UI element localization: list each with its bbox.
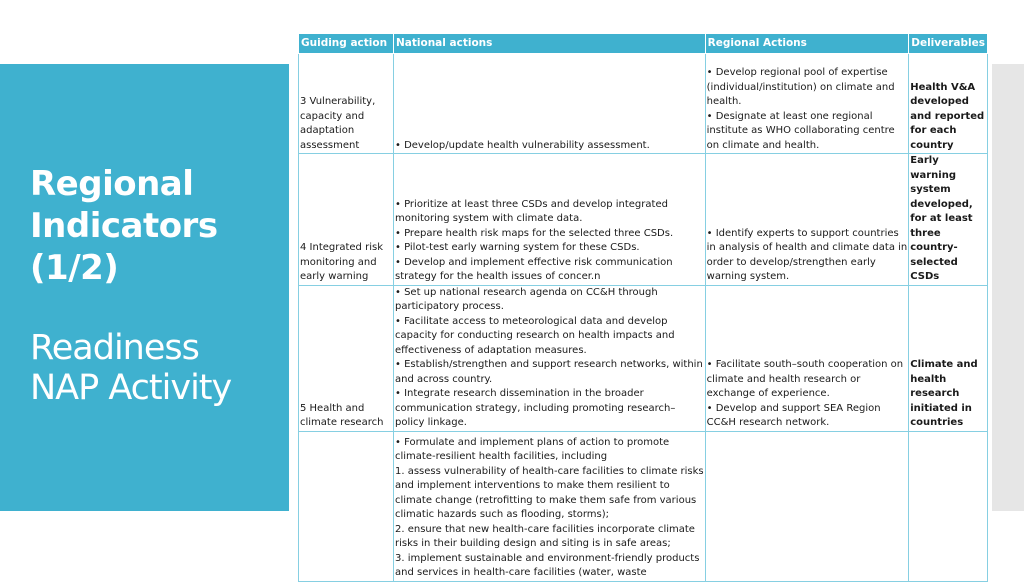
guiding-action-cell [299, 431, 394, 581]
national-actions-cell [394, 54, 706, 154]
cell-text-line: risks in their building design and siting is in safe areas; [395, 538, 671, 549]
regional-actions-cell [705, 154, 909, 286]
slide-subtitle-line: NAP Activity [30, 368, 232, 408]
cell-text-line: for each [910, 125, 957, 136]
deliverables-cell [909, 431, 988, 581]
cell-text-line: research [910, 388, 960, 399]
cell-text-line: Climate and [910, 359, 978, 370]
slide-title-line: Regional [30, 164, 194, 204]
national-actions-cell [394, 431, 706, 581]
cell-text-line: early warning [300, 271, 369, 282]
table-row [299, 431, 988, 581]
cell-text-line: exchange of experience. [706, 388, 830, 399]
cell-text-line: in analysis of health and climate data in [706, 242, 908, 253]
cell-text-line: country [910, 139, 954, 151]
cell-text-line: CSDs [910, 271, 940, 282]
cell-text-line: • Identify experts to support countries [706, 227, 899, 239]
cell-text-line: communication strategy, including promoting research– [395, 402, 676, 414]
cell-text-line: • Designate at least one regional [706, 110, 873, 122]
cell-text-line: 4 Integrated risk [300, 242, 383, 253]
guiding-action-cell [299, 285, 394, 431]
table-header-row [299, 34, 988, 54]
cell-text-line: strategy for the health issues of concer.n [395, 271, 601, 282]
regional-actions-cell [705, 431, 909, 581]
cell-text-line: • Integrate research dissemination in the broader [395, 388, 644, 399]
cell-text-line: and implement interventions to make them resilient to [395, 480, 670, 491]
cell-text-line: • Prepare health risk maps for the selected three CSDs. [395, 227, 674, 239]
cell-text-line: order to develop/strengthen early [706, 256, 876, 268]
nap-activity-table [298, 33, 988, 582]
cell-text-line: health. [706, 96, 742, 107]
cell-text-line: monitoring system with climate data. [395, 213, 583, 224]
deliverables-cell [909, 154, 988, 286]
cell-text-line: country- [910, 242, 958, 253]
cell-text-line: • Develop/update health vulnerability assessment. [395, 139, 650, 151]
table-row [299, 154, 988, 286]
cell-text-line: 2. ensure that new health-care facilities incorporate climate [395, 523, 695, 535]
cell-text-line: 5 Health and [300, 402, 365, 414]
cell-text-line: system [910, 184, 951, 195]
cell-text-line: capacity and [300, 110, 365, 122]
table-row [299, 54, 988, 154]
cell-text-line: • Develop and support SEA Region [706, 402, 881, 414]
header-deliverables: Deliverables [909, 34, 988, 54]
cell-text-line: institute as WHO collaborating centre [706, 125, 895, 136]
guiding-action-cell [299, 54, 394, 154]
regional-actions-cell [705, 54, 909, 154]
cell-text-line: (individual/institution) on climate and [706, 81, 895, 93]
cell-text-line: selected [910, 256, 958, 268]
cell-text-line: countries [910, 417, 964, 428]
cell-text-line: • Develop regional pool of expertise [706, 67, 888, 78]
cell-text-line: • Pilot-test early warning system for these CSDs. [395, 242, 640, 253]
cell-text-line: • Set up national research agenda on CC&H through [395, 286, 658, 298]
cell-text-line: participatory process. [395, 301, 504, 312]
cell-text-line: assessment [300, 139, 360, 151]
cell-text-line: developed [910, 96, 969, 107]
cell-text-line: • Formulate and implement plans of action to promote [395, 436, 670, 448]
cell-text-line: climate research [300, 417, 384, 428]
cell-text-line: climatic hazards such as flooding, storms); [395, 509, 610, 520]
cell-text-line: • Prioritize at least three CSDs and develop integrated [395, 198, 668, 210]
cell-text-line: three [910, 227, 941, 239]
cell-text-line: 3. implement sustainable and environment-friendly products [395, 552, 700, 564]
deliverables-cell [909, 285, 988, 431]
cell-text-line: • Establish/strengthen and support research networks, within [395, 359, 703, 370]
cell-text-line: capacity for conducting research on health impacts and [395, 330, 675, 341]
cell-text-line: climate and health research or [706, 373, 861, 385]
guiding-action-cell [299, 154, 394, 286]
slide-title [30, 163, 280, 289]
cell-text-line: • Facilitate access to meteorological data and develop [395, 315, 668, 327]
cell-text-line: monitoring and [300, 256, 377, 268]
cell-text-line: effectiveness of adaptation measures. [395, 344, 587, 356]
cell-text-line: developed, [910, 198, 973, 210]
cell-text-line: CC&H research network. [706, 417, 830, 428]
slide-subtitle [30, 328, 285, 408]
cell-text-line: climate change (retrofitting to make them safe from various [395, 494, 697, 506]
header-national-actions: National actions [394, 34, 706, 54]
cell-text-line: warning system. [706, 271, 790, 282]
table-row [299, 285, 988, 431]
cell-text-line: • Develop and implement effective risk communication [395, 256, 673, 268]
national-actions-cell [394, 154, 706, 286]
header-guiding-action: Guiding action [299, 34, 394, 54]
slide-subtitle-line: Readiness [30, 328, 199, 368]
cell-text-line: initiated in [910, 402, 972, 414]
cell-text-line: Health V&A [910, 81, 976, 93]
deliverables-cell [909, 54, 988, 154]
cell-text-line: and across country. [395, 373, 493, 385]
slide-title-line: Indicators [30, 206, 218, 246]
cell-text-line: policy linkage. [395, 417, 467, 428]
cell-text-line: 3 Vulnerability, [300, 96, 376, 107]
cell-text-line: and reported [910, 110, 985, 122]
cell-text-line: • Facilitate south–south cooperation on [706, 359, 904, 370]
right-edge-bar [992, 64, 1024, 511]
cell-text-line: warning [910, 169, 956, 181]
header-regional-actions: Regional Actions [705, 34, 909, 54]
cell-text-line: for at least [910, 213, 973, 224]
cell-text-line: climate-resilient health facilities, including [395, 451, 608, 462]
cell-text-line: 1. assess vulnerability of health-care facilities to climate risks [395, 465, 704, 477]
national-actions-cell [394, 285, 706, 431]
cell-text-line: on climate and health. [706, 139, 820, 151]
cell-text-line: adaptation [300, 125, 355, 136]
cell-text-line: Early [910, 155, 939, 166]
regional-actions-cell [705, 285, 909, 431]
cell-text-line: and services in health-care facilities (water, waste [395, 567, 647, 578]
slide-title-line: (1/2) [30, 248, 119, 288]
cell-text-line: health [910, 373, 947, 385]
